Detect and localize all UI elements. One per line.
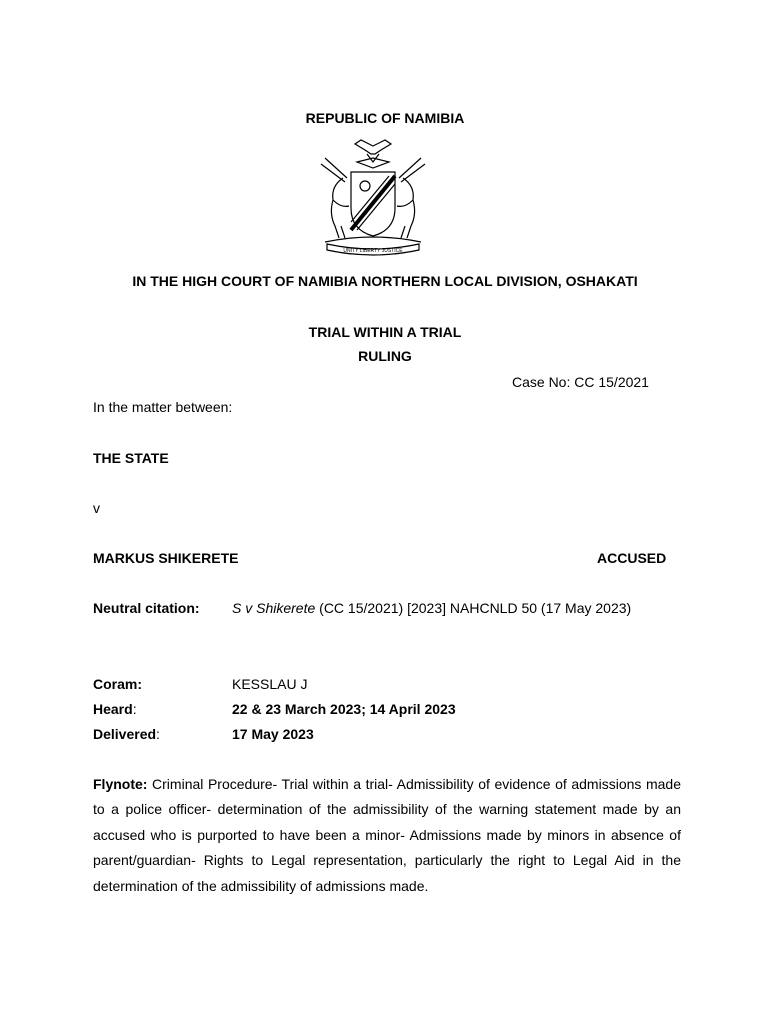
accused-name: MARKUS SHIKERETE bbox=[93, 550, 239, 566]
citation-label: Neutral citation: bbox=[93, 600, 200, 616]
versus-label: v bbox=[93, 500, 100, 516]
heard-label-wrap bbox=[93, 701, 137, 717]
country-heading: REPUBLIC OF NAMIBIA bbox=[305, 110, 465, 126]
delivered-label-wrap bbox=[93, 726, 160, 742]
citation-reference: (CC 15/2021) [2023] NAHCNLD 50 (17 May 2023) bbox=[315, 600, 632, 616]
flynote-paragraph bbox=[93, 772, 681, 899]
heard-label: Heard bbox=[93, 701, 133, 717]
namibia-coat-of-arms-icon bbox=[311, 138, 435, 256]
court-heading: IN THE HIGH COURT OF NAMIBIA NORTHERN LOCAL DIVISION, OSHAKATI bbox=[132, 273, 638, 289]
coat-motto: UNITY LIBERTY JUSTICE bbox=[343, 248, 403, 254]
heard-value: 22 & 23 March 2023; 14 April 2023 bbox=[232, 701, 456, 717]
delivered-value: 17 May 2023 bbox=[232, 726, 314, 742]
document-type: TRIAL WITHIN A TRIAL bbox=[308, 324, 462, 340]
matter-intro: In the matter between: bbox=[93, 399, 233, 415]
coram-value: KESSLAU J bbox=[232, 676, 308, 692]
flynote-label: Flynote: bbox=[93, 776, 148, 792]
document-subtype: RULING bbox=[358, 348, 412, 364]
citation-case-name: S v Shikerete bbox=[232, 600, 316, 616]
case-number: Case No: CC 15/2021 bbox=[512, 374, 649, 390]
accused-role: ACCUSED bbox=[597, 550, 667, 566]
heard-colon: : bbox=[132, 701, 137, 717]
citation-value bbox=[232, 600, 631, 616]
delivered-colon: : bbox=[156, 726, 160, 742]
coram-label: Coram: bbox=[93, 676, 143, 692]
plaintiff-name: THE STATE bbox=[93, 450, 169, 466]
delivered-label: Delivered bbox=[93, 726, 157, 742]
flynote-text: Criminal Procedure- Trial within a trial- Admissibility of evidence of admissions made to a police officer- determination of the admissibility of the warning statement made by an accused who is purported to have been a minor- Admissions made by minors in absence of parent/guardian- Rights to Legal representation, particularly the right to Legal Aid in the determination of the admissibility of admissions made. bbox=[93, 776, 681, 894]
